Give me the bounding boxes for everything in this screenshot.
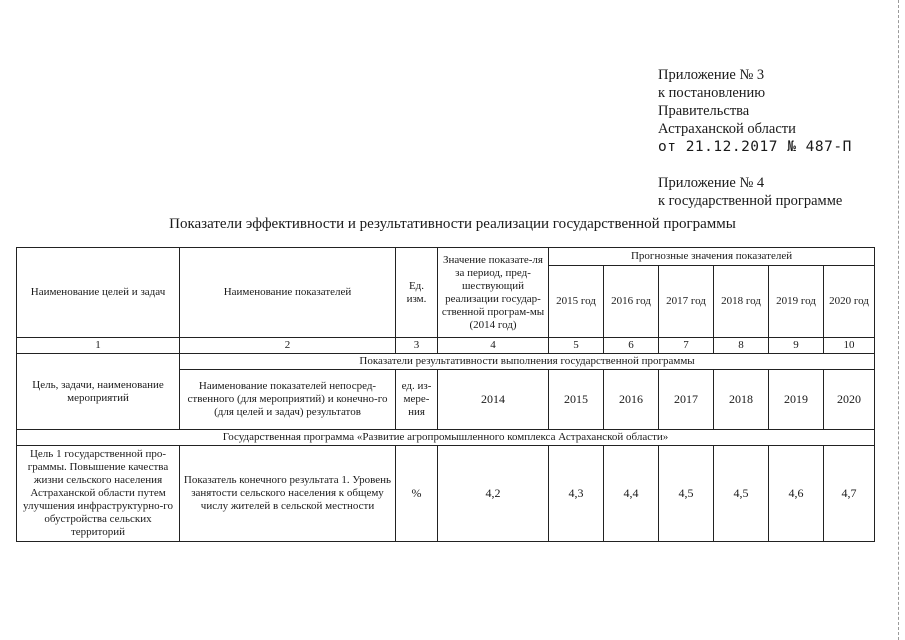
section-results-title: Показатели результативности выполнения государственной программы [180, 354, 875, 370]
header-forecast: Прогнозные значения показателей [549, 248, 875, 266]
header-year: 2020 год [824, 266, 875, 338]
indicator1-cell: Показатель конечного результата 1. Уровень занятости сельского населения к общему числу жителей в сельской местности [180, 446, 396, 542]
indicators-cell: Наименование показателей непосред-ственного (для мероприятий) и конечно-го (для целей и задач) результатов [180, 370, 396, 430]
government-line: Правительства [658, 103, 750, 119]
year-value: 2018 [714, 370, 769, 430]
date-number-line: от 21.12.2017 № 487-П [658, 139, 852, 155]
header-goals: Наименование целей и задач [17, 248, 180, 338]
header-unit: Ед. изм. [396, 248, 438, 338]
unit-cell: ед. из-мере-ния [396, 370, 438, 430]
value-cell: 4,2 [438, 446, 549, 542]
section-results-row [17, 354, 875, 370]
appendix-header [658, 66, 852, 210]
header-year: 2018 год [714, 266, 769, 338]
header-year: 2015 год [549, 266, 604, 338]
value-cell: 4,4 [604, 446, 659, 542]
value-cell: 4,5 [659, 446, 714, 542]
indicators-table [16, 247, 875, 542]
scan-edge-marks [896, 0, 899, 640]
value-cell: 4,7 [824, 446, 875, 542]
value-cell: 4,6 [769, 446, 824, 542]
unit1-cell: % [396, 446, 438, 542]
col-number: 1 [17, 338, 180, 354]
goal1-cell: Цель 1 государственной про-граммы. Повышение качества жизни сельского населения Астраханской области путем улучшения инфраструктурно-го обустройства сельских территорий [17, 446, 180, 542]
col-number: 6 [604, 338, 659, 354]
header-year: 2017 год [659, 266, 714, 338]
col-number: 7 [659, 338, 714, 354]
value-cell: 4,5 [714, 446, 769, 542]
region-line: Астраханской области [658, 121, 796, 137]
header-row-1 [17, 248, 875, 266]
year-value: 2015 [549, 370, 604, 430]
header-indicators: Наименование показателей [180, 248, 396, 338]
document-title: Показатели эффективности и результативности реализации государственной программы [169, 216, 736, 232]
header-year: 2016 год [604, 266, 659, 338]
column-numbers-row [17, 338, 875, 354]
year-value: 2014 [438, 370, 549, 430]
col-number: 3 [396, 338, 438, 354]
program-title: Государственная программа «Развитие агропромышленного комплекса Астраханской области» [17, 430, 875, 446]
year-value: 2019 [769, 370, 824, 430]
year-value: 2020 [824, 370, 875, 430]
value-cell: 4,3 [549, 446, 604, 542]
appendix4-line: Приложение № 4 [658, 175, 765, 191]
appendix3-line: Приложение № 3 [658, 67, 765, 83]
col-number: 9 [769, 338, 824, 354]
col-number: 5 [549, 338, 604, 354]
col-number: 2 [180, 338, 396, 354]
program-row [17, 430, 875, 446]
col-number: 8 [714, 338, 769, 354]
header-year: 2019 год [769, 266, 824, 338]
year-value: 2016 [604, 370, 659, 430]
header-base-value: Значение показате-ля за период, пред-шествующий реализации государ-ственной програм-мы (2014 год) [438, 248, 549, 338]
resolution-line: к постановлению [658, 85, 766, 101]
year-value: 2017 [659, 370, 714, 430]
goals-cell: Цель, задачи, наименование мероприятий [17, 354, 180, 430]
col-number: 4 [438, 338, 549, 354]
col-number: 10 [824, 338, 875, 354]
program-line: к государственной программе [658, 193, 843, 209]
goal1-row [17, 446, 875, 542]
